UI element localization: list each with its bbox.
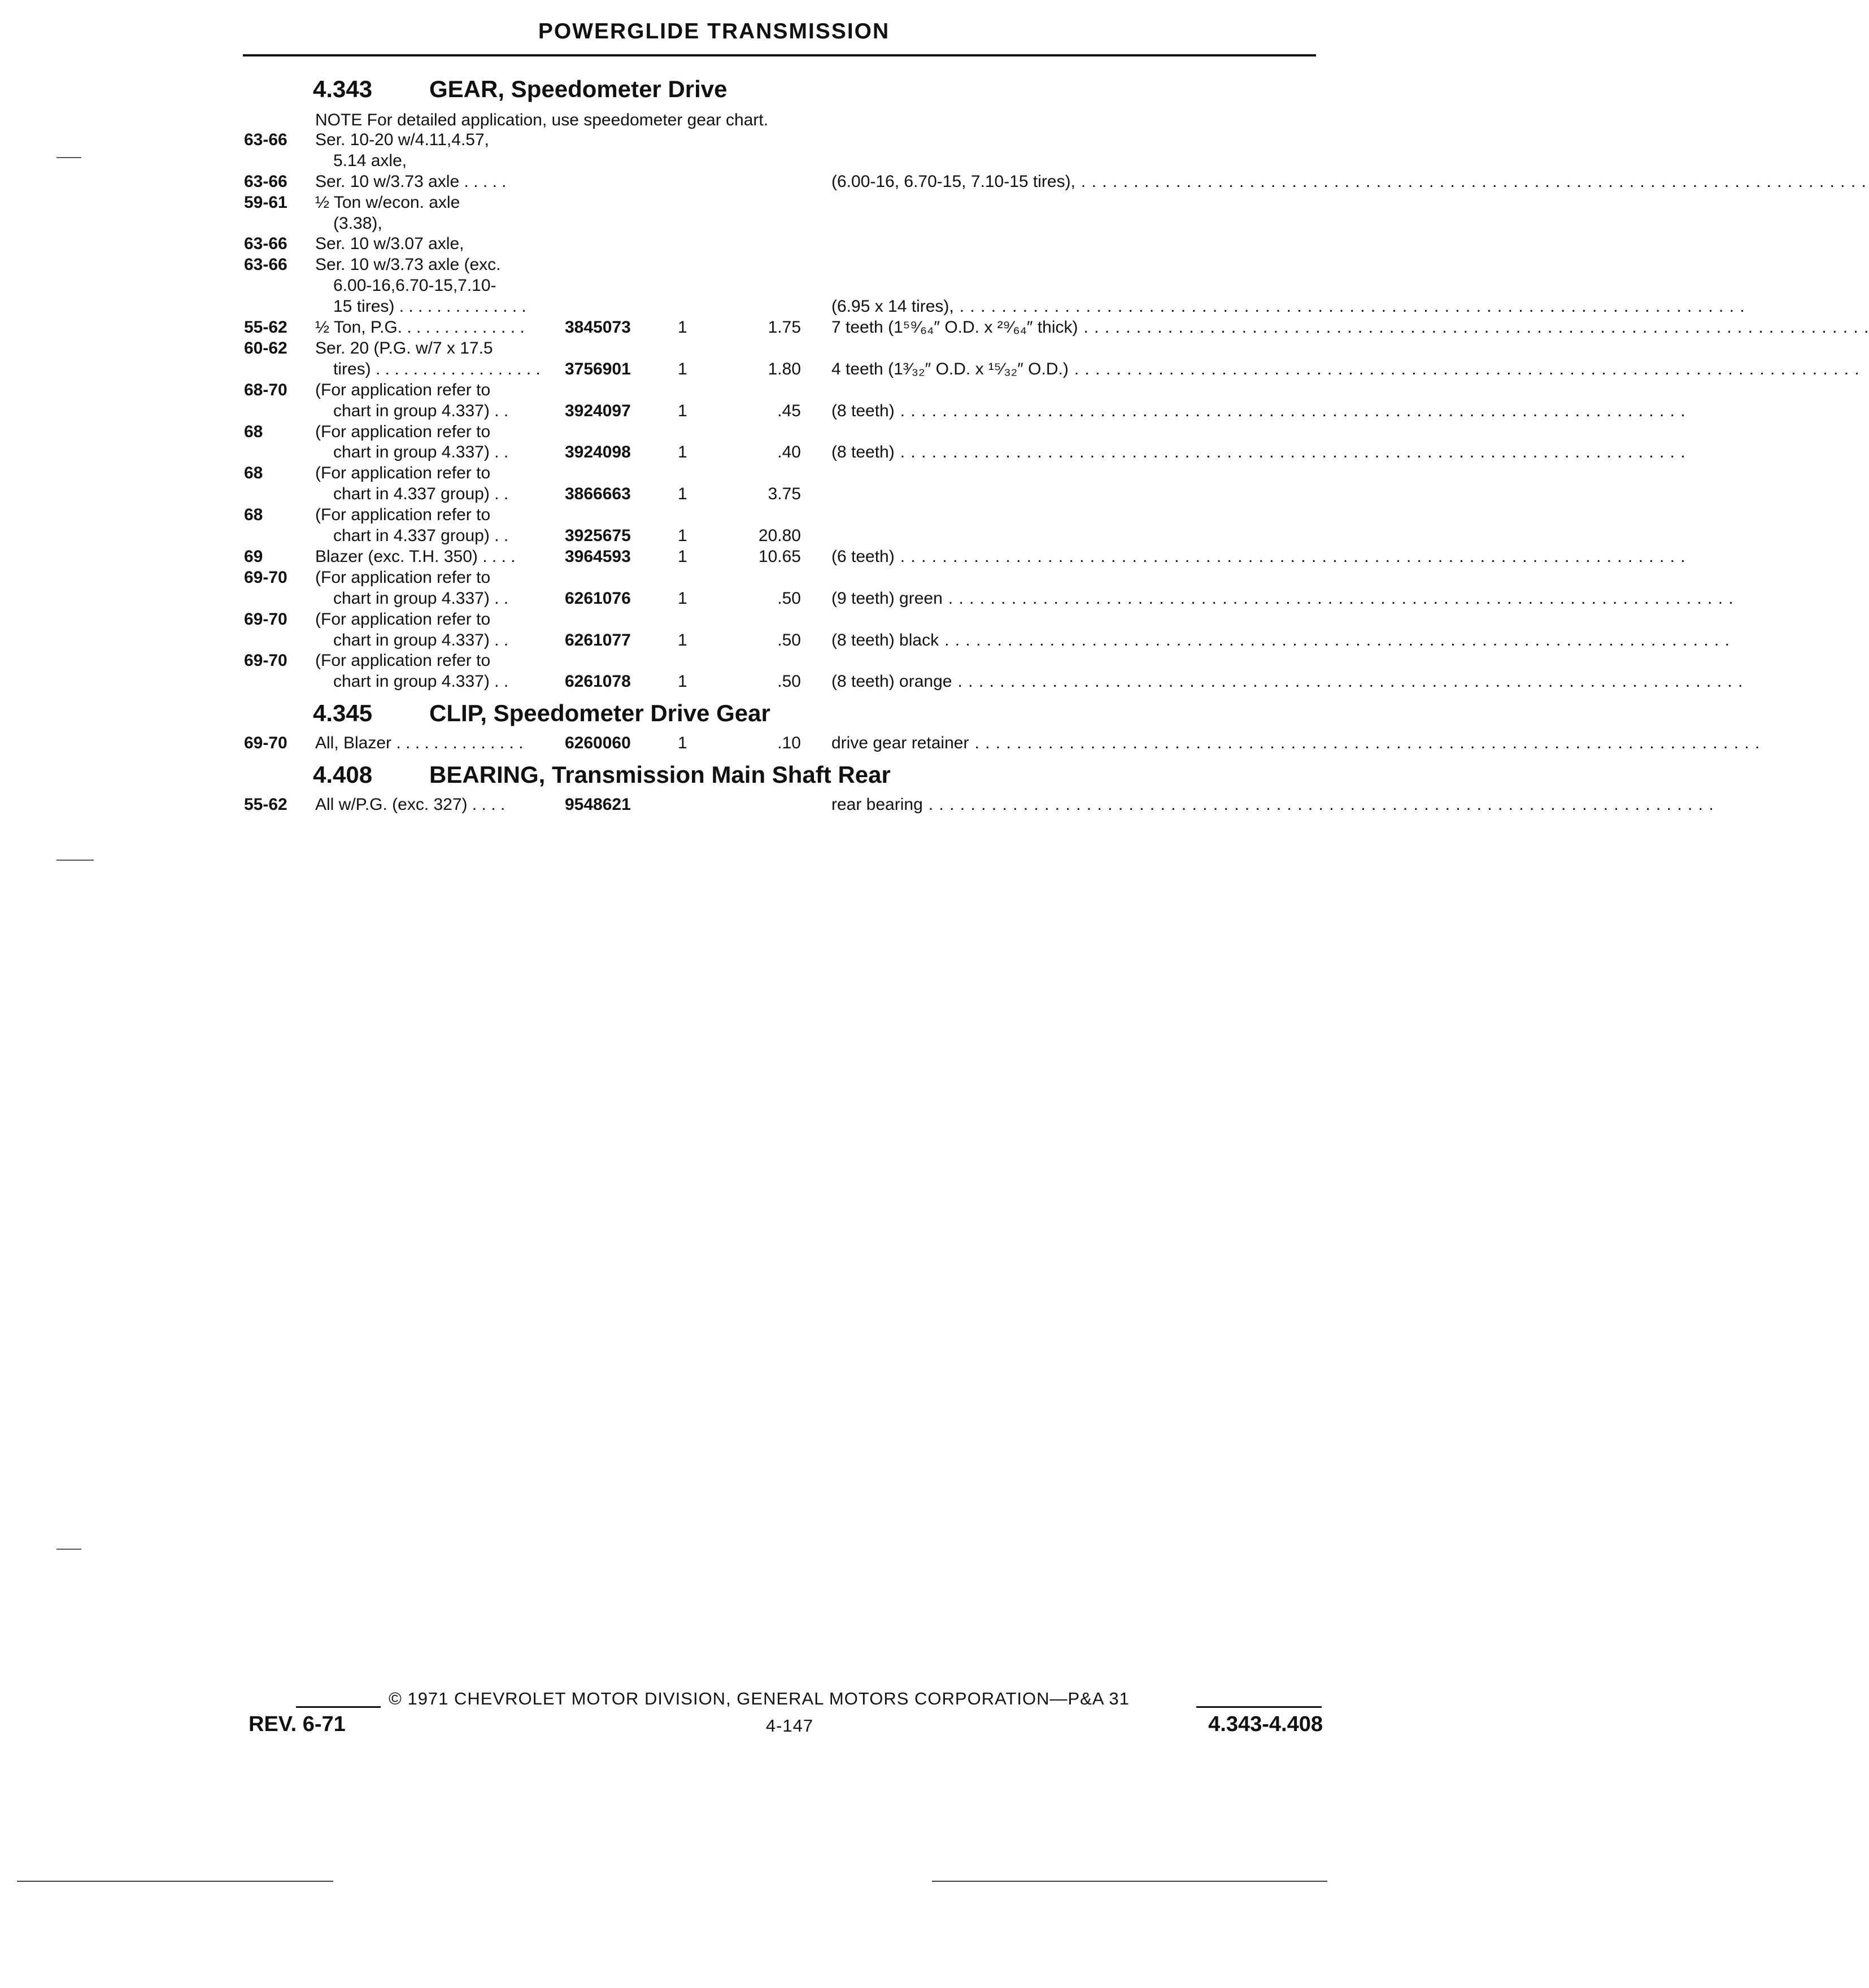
quantity: 1 xyxy=(678,526,687,545)
quantity: 1 xyxy=(678,734,687,753)
part-remarks: drive gear retainer xyxy=(831,734,969,753)
section-number: 4.345 xyxy=(313,700,373,727)
part-remarks: 7 teeth (1⁵⁹⁄₆₄″ O.D. x ²⁹⁄₆₄″ thick) xyxy=(831,318,1078,337)
application-description: (For application refer to xyxy=(315,422,491,441)
application-description: Ser. 10 w/3.73 axle (exc. xyxy=(315,255,501,274)
dot-leader: . . . . . . . . . . . . . . . . . . . . . . . . . . . . . . . . . . . . . . . . . . . . . . . . . . . . . . . . . . . . . . . . . . . . . . . . . . . xyxy=(900,443,1686,462)
model-year: 63-66 xyxy=(244,172,287,191)
dot-leader: . . . . . . . . . . . . . . . . . . . . . . . . . . . . . . . . . . . . . . . . . . . . . . . . . . . . . . . . . . . . . . . . . . . . . . . . . . . xyxy=(1083,318,1869,337)
model-year: 63-66 xyxy=(244,255,287,274)
part-number: 3924098 xyxy=(565,443,631,462)
quantity: 1 xyxy=(678,485,687,504)
application-description: Blazer (exc. T.H. 350) . . . . xyxy=(315,547,516,566)
model-year: 63-66 xyxy=(244,130,287,149)
part-number: 6261076 xyxy=(565,588,631,608)
dot-leader: . . . . . . . . . . . . . . . . . . . . . . . . . . . . . . . . . . . . . . . . . . . . . . . . . . . . . . . . . . . . . . . . . . . . . . . . . . . xyxy=(959,297,1745,316)
application-description: Ser. 10-20 w/4.11,4.57, xyxy=(315,130,489,149)
footer-rule-right xyxy=(1196,1706,1322,1708)
section-title: GEAR, Speedometer Drive xyxy=(429,76,727,102)
part-number: 3964593 xyxy=(565,547,631,566)
part-remarks: (6.95 x 14 tires), xyxy=(831,297,954,316)
quantity: 1 xyxy=(678,630,687,649)
part-remarks: (8 teeth) xyxy=(831,401,895,420)
header-rule xyxy=(243,54,1316,56)
list-price: .10 xyxy=(777,734,801,753)
dot-leader: . . . . . . . . . . . . . . . . . . . . . . . . . . . . . . . . . . . . . . . . . . . . . . . . . . . . . . . . . . . . . . . . . . . . . . . . . . . xyxy=(957,672,1744,691)
page-number: 4-147 xyxy=(765,1716,814,1736)
part-number: 3756901 xyxy=(565,359,631,378)
page-header-title: POWERGLIDE TRANSMISSION xyxy=(538,19,890,43)
list-price: .45 xyxy=(777,401,801,420)
dot-leader: . . . . . . . . . . . . . . . . . . . . . . . . . . . . . . . . . . . . . . . . . . . . . . . . . . . . . . . . . . . . . . . . . . . . . . . . . . . xyxy=(900,547,1686,566)
part-number: 9548621 xyxy=(565,795,631,814)
part-remarks: (8 teeth) xyxy=(831,443,895,462)
application-description: chart in 4.337 group) . . xyxy=(333,485,509,504)
quantity: 1 xyxy=(678,547,687,566)
list-price: .50 xyxy=(777,630,801,649)
model-year: 68 xyxy=(244,422,263,441)
application-description: All, Blazer . . . . . . . . . . . . . . xyxy=(315,734,524,753)
dot-leader: . . . . . . . . . . . . . . . . . . . . . . . . . . . . . . . . . . . . . . . . . . . . . . . . . . . . . . . . . . . . . . . . . . . . . . . . . . . xyxy=(1074,359,1860,378)
part-remarks: 4 teeth (1³⁄₃₂″ O.D. x ¹⁵⁄₃₂″ O.D.) xyxy=(831,359,1069,378)
application-description: 6.00-16,6.70-15,7.10- xyxy=(333,276,496,295)
model-year: 69-70 xyxy=(244,651,287,670)
section-number: 4.408 xyxy=(313,761,373,788)
application-description: chart in group 4.337) . . xyxy=(333,443,509,462)
application-description: All w/P.G. (exc. 327) . . . . xyxy=(315,795,506,814)
model-year: 69-70 xyxy=(244,568,287,587)
model-year: 68-70 xyxy=(244,380,287,399)
model-year: 69-70 xyxy=(244,609,287,629)
list-price: 10.65 xyxy=(758,547,801,566)
list-price: 1.80 xyxy=(768,359,801,378)
part-number: 6260060 xyxy=(565,734,631,753)
part-remarks: (8 teeth) orange xyxy=(831,672,952,691)
application-description: tires) . . . . . . . . . . . . . . . . . . xyxy=(333,359,541,378)
dot-leader: . . . . . . . . . . . . . . . . . . . . . . . . . . . . . . . . . . . . . . . . . . . . . . . . . . . . . . . . . . . . . . . . . . . . . . . . . . . xyxy=(928,795,1714,814)
list-price: 1.75 xyxy=(768,318,801,337)
application-description: 15 tires) . . . . . . . . . . . . . . xyxy=(333,297,526,316)
section-note: NOTE For detailed application, use speedometer gear chart. xyxy=(315,111,769,129)
quantity: 1 xyxy=(678,443,687,462)
part-number: 6261078 xyxy=(565,672,631,691)
part-remarks: (6.00-16, 6.70-15, 7.10-15 tires), xyxy=(831,172,1075,191)
quantity: 1 xyxy=(678,588,687,608)
application-description: chart in group 4.337) . . xyxy=(333,630,509,649)
application-description: 5.14 axle, xyxy=(333,151,407,170)
application-description: ½ Ton w/econ. axle xyxy=(315,193,460,212)
application-description: (For application refer to xyxy=(315,464,491,483)
section-title: BEARING, Transmission Main Shaft Rear xyxy=(429,761,891,788)
application-description: chart in group 4.337) . . xyxy=(333,672,509,691)
quantity: 1 xyxy=(678,359,687,378)
list-price: .50 xyxy=(777,672,801,691)
part-remarks: (6 teeth) xyxy=(831,547,895,566)
model-year: 55-62 xyxy=(244,795,287,814)
revision-label: REV. 6-71 xyxy=(249,1712,346,1736)
application-description: (For application refer to xyxy=(315,380,491,399)
application-description: chart in group 4.337) . . xyxy=(333,588,509,608)
application-description: chart in group 4.337) . . xyxy=(333,401,509,420)
application-description: (For application refer to xyxy=(315,651,491,670)
part-number: 3925675 xyxy=(565,526,631,545)
margin-mark xyxy=(56,157,81,158)
part-number: 6261077 xyxy=(565,630,631,649)
model-year: 68 xyxy=(244,505,263,525)
quantity: 1 xyxy=(678,672,687,691)
footer-rule-left xyxy=(296,1706,381,1708)
model-year: 55-62 xyxy=(244,318,287,337)
part-remarks: (9 teeth) green xyxy=(831,588,943,608)
model-year: 63-66 xyxy=(244,234,287,254)
application-description: chart in 4.337 group) . . xyxy=(333,526,509,545)
dot-leader: . . . . . . . . . . . . . . . . . . . . . . . . . . . . . . . . . . . . . . . . . . . . . . . . . . . . . . . . . . . . . . . . . . . . . . . . . . . xyxy=(900,401,1686,420)
list-price: .40 xyxy=(777,443,801,462)
application-description: Ser. 10 w/3.73 axle . . . . . xyxy=(315,172,507,191)
application-description: (For application refer to xyxy=(315,505,491,525)
model-year: 59-61 xyxy=(244,193,287,212)
copyright-line: © 1971 CHEVROLET MOTOR DIVISION, GENERAL MOTORS CORPORATION—P&A 31 xyxy=(389,1689,1130,1708)
application-description: (For application refer to xyxy=(315,609,491,629)
quantity: 1 xyxy=(678,318,687,337)
section-title: CLIP, Speedometer Drive Gear xyxy=(429,700,770,727)
application-description: Ser. 20 (P.G. w/7 x 17.5 xyxy=(315,338,493,358)
application-description: (3.38), xyxy=(333,213,382,233)
group-range: 4.343-4.408 xyxy=(1208,1712,1323,1736)
bottom-rule-right xyxy=(932,1881,1327,1882)
part-number: 3845073 xyxy=(565,318,631,337)
list-price: 20.80 xyxy=(758,526,801,545)
section-number: 4.343 xyxy=(313,76,373,102)
application-description: ½ Ton, P.G. . . . . . . . . . . . . . xyxy=(315,318,525,337)
dot-leader: . . . . . . . . . . . . . . . . . . . . . . . . . . . . . . . . . . . . . . . . . . . . . . . . . . . . . . . . . . . . . . . . . . . . . . . . . . . xyxy=(944,630,1731,649)
part-number: 3866663 xyxy=(565,485,631,504)
part-number: 3924097 xyxy=(565,401,631,420)
quantity: 1 xyxy=(678,401,687,420)
bottom-rule-left xyxy=(17,1881,333,1882)
model-year: 69 xyxy=(244,547,263,566)
model-year: 68 xyxy=(244,464,263,483)
part-remarks: rear bearing xyxy=(831,795,923,814)
part-remarks: (8 teeth) black xyxy=(831,630,939,649)
dot-leader: . . . . . . . . . . . . . . . . . . . . . . . . . . . . . . . . . . . . . . . . . . . . . . . . . . . . . . . . . . . . . . . . . . . . . . . . . . . xyxy=(1081,172,1867,191)
model-year: 69-70 xyxy=(244,734,287,753)
dot-leader: . . . . . . . . . . . . . . . . . . . . . . . . . . . . . . . . . . . . . . . . . . . . . . . . . . . . . . . . . . . . . . . . . . . . . . . . . . . xyxy=(974,734,1761,753)
model-year: 60-62 xyxy=(244,338,287,358)
application-description: (For application refer to xyxy=(315,568,491,587)
list-price: 3.75 xyxy=(768,485,801,504)
dot-leader: . . . . . . . . . . . . . . . . . . . . . . . . . . . . . . . . . . . . . . . . . . . . . . . . . . . . . . . . . . . . . . . . . . . . . . . . . . . xyxy=(948,588,1734,608)
list-price: .50 xyxy=(777,588,801,608)
margin-mark xyxy=(56,860,94,861)
margin-mark xyxy=(56,1549,81,1550)
application-description: Ser. 10 w/3.07 axle, xyxy=(315,234,464,254)
